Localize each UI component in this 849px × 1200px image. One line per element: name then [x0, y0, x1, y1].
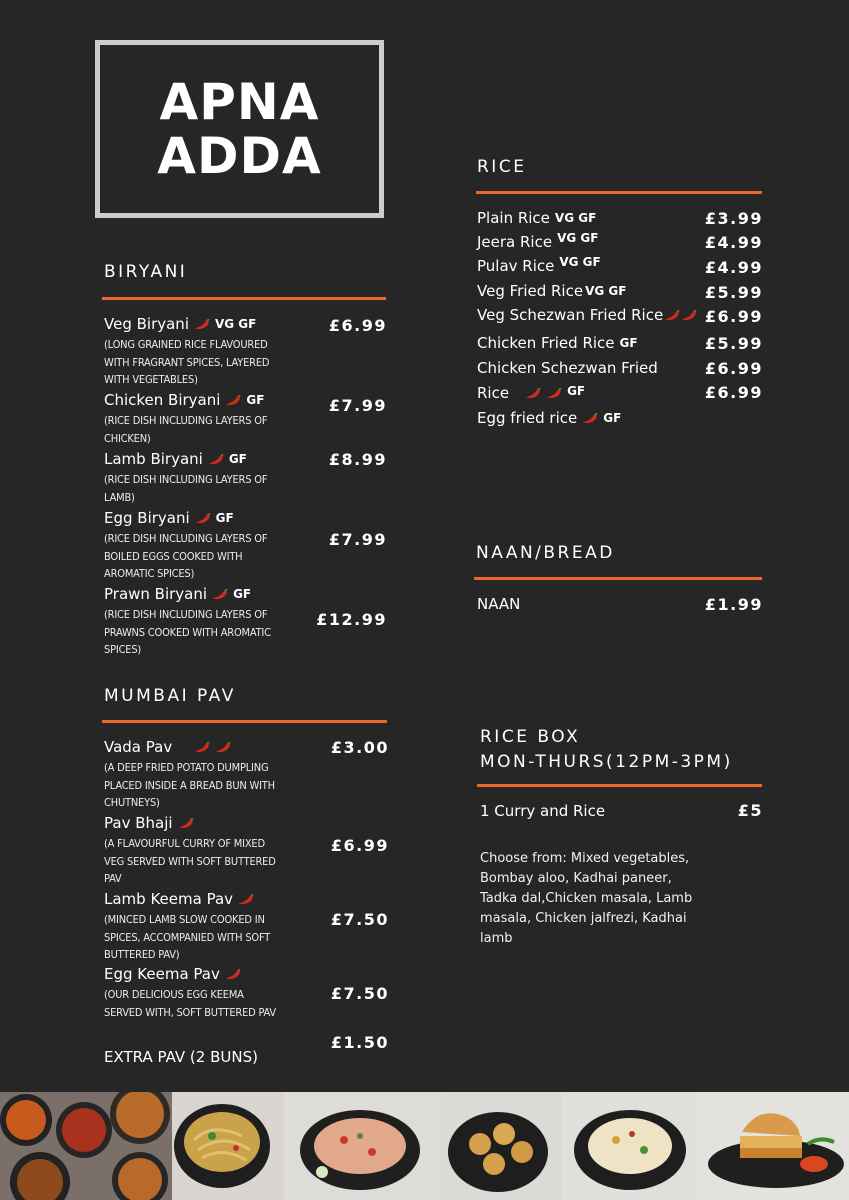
diet-tags: GF — [215, 511, 234, 525]
item-name: Egg Keema Pav — [104, 965, 220, 983]
menu-item-pav-bhaji — [104, 814, 194, 832]
item-price: £3.99 — [704, 209, 763, 228]
diet-tags: GF — [603, 411, 622, 425]
menu-item-egg-fried-rice — [477, 409, 621, 427]
item-name: Veg Schezwan Fried Rice — [477, 306, 664, 324]
item-name: Chicken Fried Rice — [477, 334, 615, 352]
menu-item-lamb-keema-pav — [104, 890, 254, 908]
menu-item-plain-rice — [477, 209, 596, 227]
menu-item-veg-fried-rice — [477, 282, 626, 300]
menu-item-vada-pav — [104, 738, 231, 756]
item-name: Egg Biryani — [104, 509, 190, 527]
item-price: £5 — [737, 801, 763, 820]
diet-tags: VG GF — [585, 284, 627, 298]
item-price: £8.99 — [328, 450, 387, 469]
item-description: (LONG GRAINED RICE FLAVOURED WITH FRAGRANT SPICES, LAYERED WITH VEGETABLES) — [104, 338, 270, 386]
item-price: £4.99 — [704, 258, 763, 277]
item-name: Lamb Biryani — [104, 450, 203, 468]
item-name: Plain Rice — [477, 209, 550, 227]
item-name: Veg Biryani — [104, 315, 189, 333]
menu-item-chicken-fried-rice — [477, 334, 638, 352]
item-price: £6.99 — [328, 316, 387, 335]
item-name: Jeera Rice — [477, 233, 553, 251]
red-chili-icon — [215, 742, 231, 753]
item-name: Vada Pav — [104, 738, 173, 756]
diet-tags: VG GF — [559, 255, 601, 269]
item-description: (A DEEP FRIED POTATO DUMPLING PLACED INSIDE A BREAD BUN WITH CHUTNEYS) — [104, 761, 275, 809]
diet-tags: VG GF — [557, 231, 599, 245]
item-price: £5.99 — [704, 334, 763, 353]
item-description: (RICE DISH INCLUDING LAYERS OF PRAWNS COOKED WITH AROMATIC SPICES) — [104, 608, 271, 656]
item-name: Rice — [477, 384, 510, 402]
item-name: Pav Bhaji — [104, 814, 173, 832]
item-name: Lamb Keema Pav — [104, 890, 234, 908]
mumbai-pav-divider — [102, 720, 387, 723]
item-price: £6.99 — [704, 359, 763, 378]
menu-item-naan: NAAN — [477, 595, 521, 613]
diet-tags: VG GF — [554, 211, 597, 225]
item-description: (A FLAVOURFUL CURRY OF MIXED VEG SERVED WITH SOFT BUTTERED PAV — [104, 837, 276, 885]
rice-box-title: RICE BOX MON-THURS(12PM-3PM) — [480, 727, 733, 772]
item-price: £5.99 — [704, 283, 763, 302]
rice-box-divider — [477, 784, 762, 787]
food-photo-strip — [0, 1092, 849, 1200]
item-price: £3.00 — [330, 738, 389, 757]
diet-tags: VG GF — [214, 317, 257, 331]
food-photo-fried-rice — [284, 1092, 442, 1200]
red-chili-icon — [208, 454, 224, 465]
menu-item-chicken-biryani — [104, 391, 264, 409]
item-name: Chicken Schezwan Fried — [477, 359, 658, 377]
item-description: (RICE DISH INCLUDING LAYERS OF CHICKEN) — [104, 414, 268, 445]
item-price: £6.99 — [704, 383, 763, 402]
menu-item-egg-keema-pav — [104, 965, 241, 983]
item-price: £6.99 — [330, 836, 389, 855]
item-price: £7.50 — [330, 984, 389, 1003]
red-chili-icon — [238, 894, 254, 905]
red-chili-icon — [582, 413, 598, 424]
item-name: Egg fried rice — [477, 409, 578, 427]
red-chili-icon — [194, 742, 210, 753]
red-chili-icon — [225, 395, 241, 406]
food-photo-vada-pav — [696, 1092, 849, 1200]
red-chili-icon — [225, 969, 241, 980]
item-name: Veg Fried Rice — [477, 282, 584, 300]
food-photo-chaat — [562, 1092, 696, 1200]
menu-item-lamb-biryani — [104, 450, 247, 468]
extra-pav-label: EXTRA PAV (2 BUNS) — [104, 1048, 258, 1066]
menu-item-veg-biryani — [104, 315, 256, 333]
mumbai-pav-title: MUMBAI PAV — [104, 686, 236, 706]
item-description: (OUR DELICIOUS EGG KEEMA SERVED WITH, SOFT BUTTERED PAV — [104, 988, 276, 1019]
item-price: £6.99 — [704, 307, 763, 326]
item-price: £7.99 — [328, 530, 387, 549]
biryani-divider — [102, 297, 386, 300]
rice-title: RICE — [477, 157, 527, 177]
diet-tags: GF — [233, 587, 252, 601]
food-photo-noodles — [172, 1092, 284, 1200]
menu-item-prawn-biryani — [104, 585, 251, 603]
menu-item-curry-and-rice: 1 Curry and Rice — [480, 802, 606, 820]
item-price: £7.50 — [330, 910, 389, 929]
menu-item-rice — [477, 384, 585, 402]
biryani-title: BIRYANI — [104, 262, 188, 282]
naan-title: NAAN/BREAD — [476, 543, 615, 563]
rice-box-choices: Choose from: Mixed vegetables, Bombay aloo, Kadhai paneer, Tadka dal,Chicken masala, Lamb masala, Chicken jalfrezi, Kadhai lamb — [480, 851, 693, 946]
menu-item-egg-biryani — [104, 509, 234, 527]
diet-tags: GF — [228, 452, 247, 466]
logo — [95, 40, 384, 218]
item-price: £7.99 — [328, 396, 387, 415]
item-name: Chicken Biryani — [104, 391, 221, 409]
diet-tags: GF — [246, 393, 265, 407]
naan-divider — [474, 577, 762, 580]
red-chili-icon — [546, 388, 562, 399]
menu-item-veg-schezwan-fried-rice — [477, 306, 697, 324]
item-name: Pulav Rice — [477, 257, 555, 275]
item-name: Prawn Biryani — [104, 585, 208, 603]
menu-item-chicken-schezwan-fried — [477, 359, 658, 377]
item-price: £4.99 — [704, 233, 763, 252]
menu-item-jeera-rice — [477, 233, 598, 251]
red-chili-icon — [525, 388, 541, 399]
food-photo-pani-puri — [442, 1092, 562, 1200]
red-chili-icon — [212, 589, 228, 600]
item-price: £12.99 — [316, 610, 387, 629]
extra-pav-price: £1.50 — [330, 1033, 389, 1052]
diet-tags: GF — [619, 336, 638, 350]
rice-divider — [476, 191, 762, 194]
food-photo-platter — [0, 1092, 172, 1200]
diet-tags: GF — [567, 384, 586, 398]
item-description: (MINCED LAMB SLOW COOKED IN SPICES, ACCOMPANIED WITH SOFT BUTTERED PAV) — [104, 913, 271, 961]
item-description: (RICE DISH INCLUDING LAYERS OF LAMB) — [104, 473, 268, 504]
logo-line-2: ADDA — [157, 127, 322, 185]
red-chili-icon — [178, 818, 194, 829]
item-description: (RICE DISH INCLUDING LAYERS OF BOILED EGGS COOKED WITH AROMATIC SPICES) — [104, 532, 268, 580]
logo-line-1: APNA — [159, 73, 320, 131]
red-chili-icon — [194, 319, 210, 330]
red-chili-icon — [664, 310, 680, 321]
menu-item-pulav-rice — [477, 257, 601, 275]
item-price: £1.99 — [704, 595, 763, 614]
red-chili-icon — [195, 513, 211, 524]
